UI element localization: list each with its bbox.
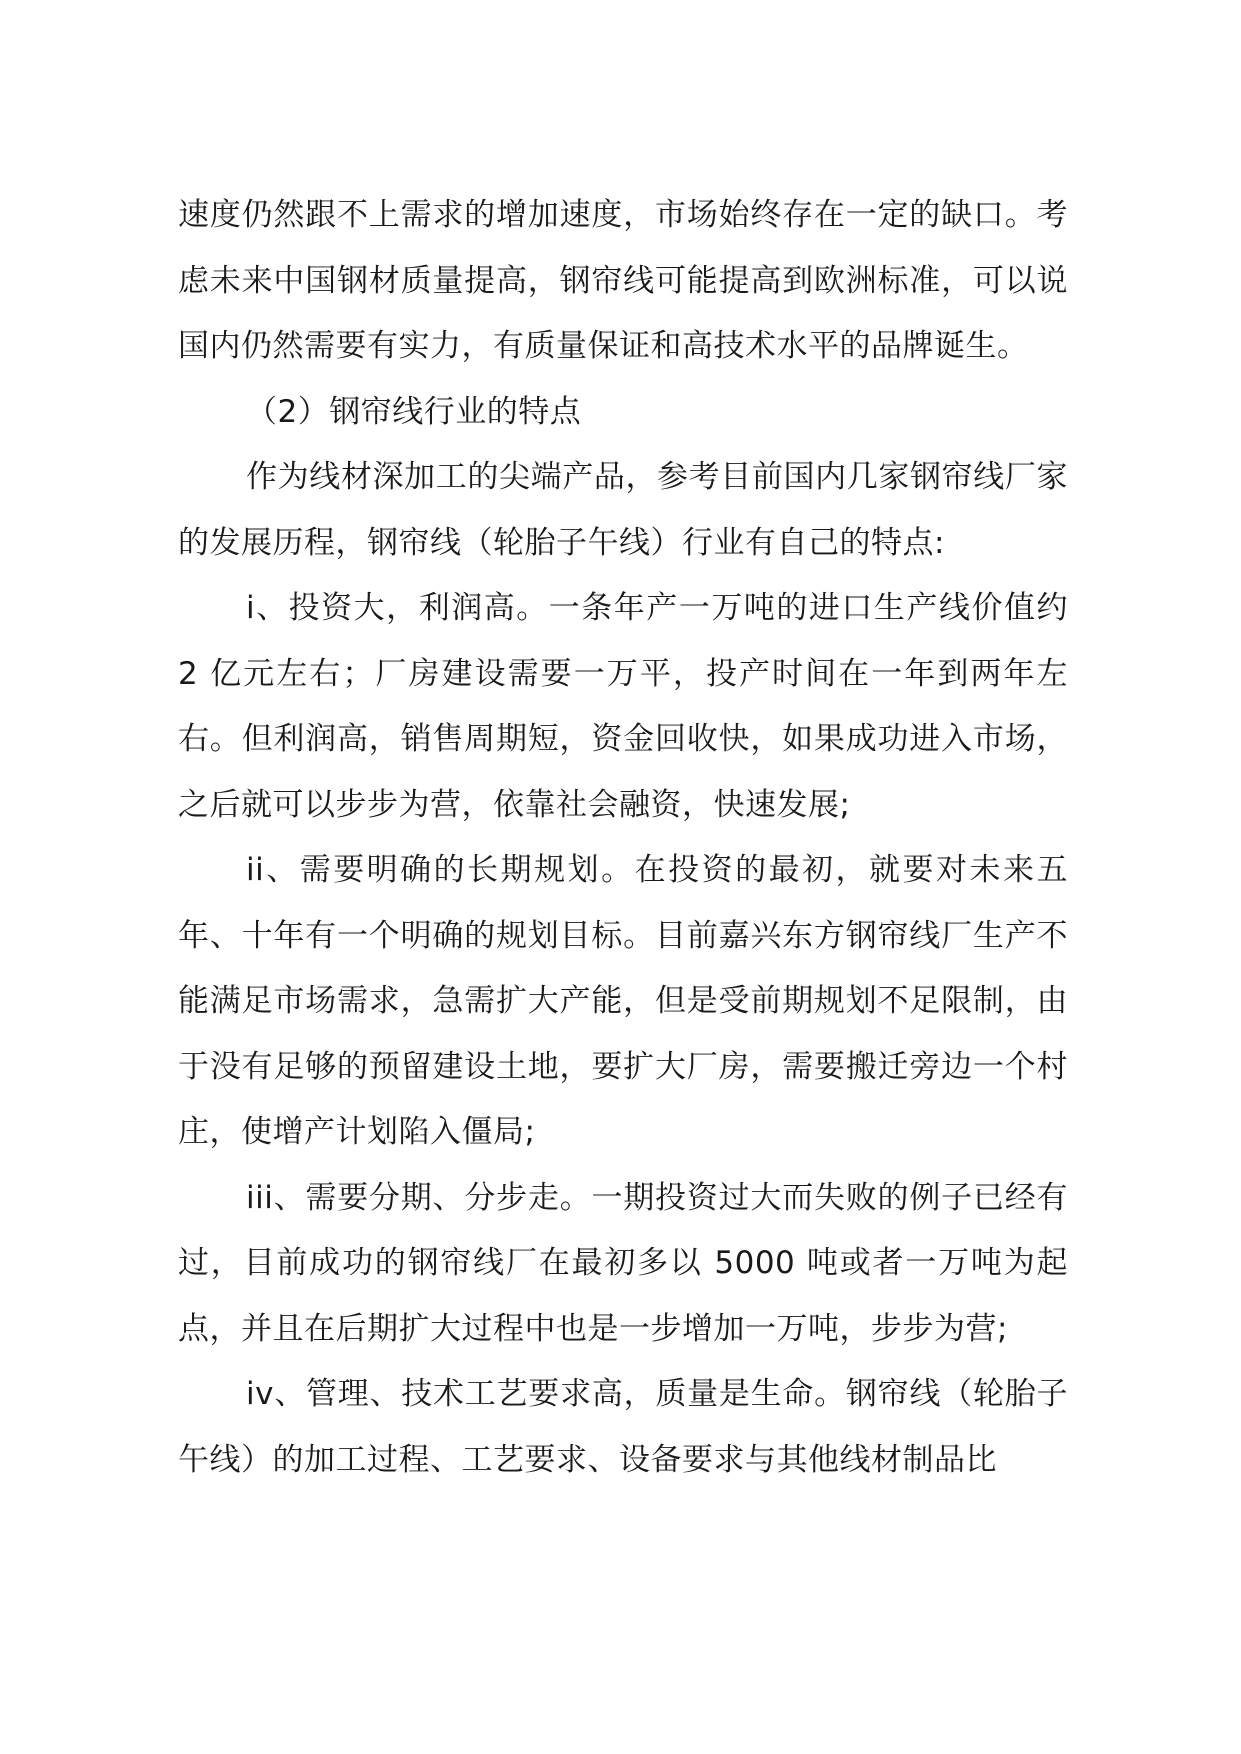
paragraph-intro: 作为线材深加工的尖端产品，参考目前国内几家钢帘线厂家的发展历程，钢帘线（轮胎子午线）行业有自己的特点:: [178, 459, 1068, 561]
paragraph-market-gap: 速度仍然跟不上需求的增加速度，市场始终存在一定的缺口。考虑未来中国钢材质量提高，钢帘线可能提高到欧洲标准，可以说国内仍然需要有实力，有质量保证和高技术水平的品牌诞生。: [178, 197, 1068, 364]
document-body: [178, 183, 1068, 1493]
paragraph-point-iii: iii、需要分期、分步走。一期投资过大而失败的例子已经有过，目前成功的钢帘线厂在最初多以 5000 吨或者一万吨为起点，并且在后期扩大过程中也是一步增加一万吨，步步为营;: [178, 1179, 1068, 1347]
paragraph-point-ii: ii、需要明确的长期规划。在投资的最初，就要对未来五年、十年有一个明确的规划目标。目前嘉兴东方钢帘线厂生产不能满足市场需求，急需扩大产能，但是受前期规划不足限制，由于没有足够的预留建设土地，要扩大厂房，需要搬迁旁边一个村庄，使增产计划陷入僵局;: [178, 852, 1068, 1150]
paragraph-point-i: i、投资大，利润高。一条年产一万吨的进口生产线价值约 2 亿元左右；厂房建设需要一万平，投产时间在一年到两年左右。但利润高，销售周期短，资金回收快，如果成功进入市场，之后就可以步步为营，依靠社会融资，快速发展;: [178, 590, 1068, 823]
section-heading: （2）钢帘线行业的特点: [246, 393, 582, 430]
paragraph-point-iv: iv、管理、技术工艺要求高，质量是生命。钢帘线（轮胎子午线）的加工过程、工艺要求、设备要求与其他线材制品比: [178, 1376, 1068, 1478]
